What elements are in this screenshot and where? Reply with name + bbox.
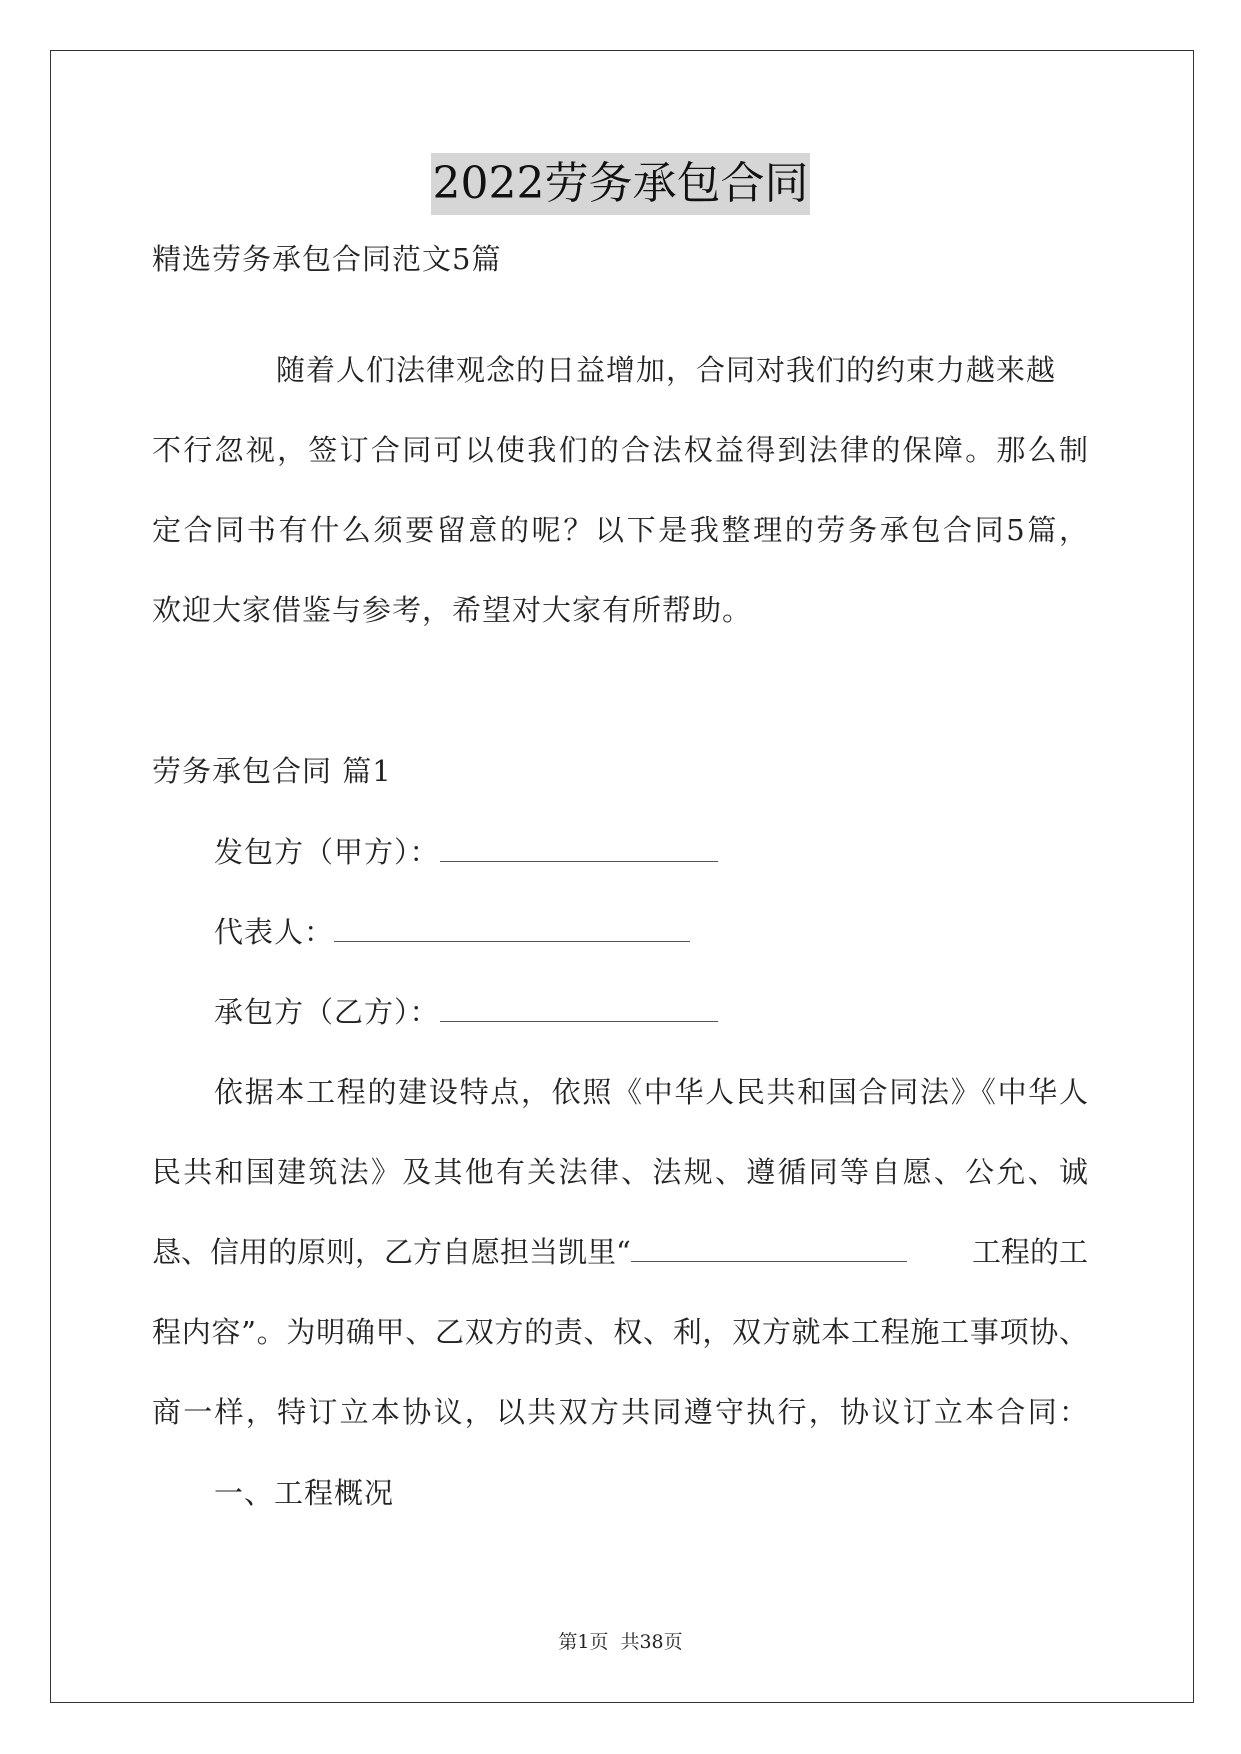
party-a-blank: [440, 835, 718, 862]
body-line-2: 民共和国建筑法》及其他有关法律、法规、遵循同等自愿、公允、诚: [152, 1155, 1088, 1189]
party-a-row: [214, 832, 718, 872]
page-current: 第1页: [558, 1631, 609, 1653]
intro-line-4: 欢迎大家借鉴与参考，希望对大家有所帮助。: [152, 593, 753, 627]
page-footer: [0, 1629, 1241, 1655]
body-line-1: 依据本工程的建设特点，依照《中华人民共和国合同法》《中华人: [214, 1075, 1088, 1109]
clause-heading: 一、工程概况: [214, 1476, 395, 1510]
body-line-5: 商一样，特订立本协议，以共双方共同遵守执行，协议订立本合同：: [152, 1395, 1088, 1429]
body-line-3: [152, 1232, 1088, 1272]
document-subtitle: 精选劳务承包合同范文5篇: [152, 242, 502, 276]
body-line-3-end: 工程的工: [971, 1235, 1088, 1269]
document-title: 2022劳务承包合同: [431, 153, 811, 215]
party-b-row: [214, 992, 718, 1032]
page-border: [50, 50, 1194, 1703]
representative-row: [214, 912, 690, 952]
body-line-3-start: 恳、信用的原则，乙方自愿担当凯里“: [152, 1235, 631, 1269]
intro-line-2: 不行忽视，签订合同可以使我们的合法权益得到法律的保障。那么制: [152, 433, 1088, 467]
section-heading: 劳务承包合同 篇1: [152, 754, 392, 788]
intro-line-1: 随着人们法律观念的日益增加，合同对我们的约束力越来越: [276, 353, 1057, 387]
representative-blank: [334, 915, 690, 942]
body-line-4: 程内容”。为明确甲、乙双方的责、权、利，双方就本工程施工事项协、: [152, 1315, 1088, 1349]
project-name-blank: [631, 1235, 907, 1262]
page-total: 共38页: [620, 1631, 683, 1653]
representative-label: 代表人：: [214, 915, 335, 949]
intro-line-3: 定合同书有什么须要留意的呢？以下是我整理的劳务承包合同5篇，: [152, 513, 1088, 547]
party-a-label: 发包方（甲方）：: [214, 835, 440, 869]
party-b-label: 承包方（乙方）：: [214, 995, 440, 1029]
party-b-blank: [440, 995, 718, 1022]
title-wrap: [0, 153, 1241, 215]
